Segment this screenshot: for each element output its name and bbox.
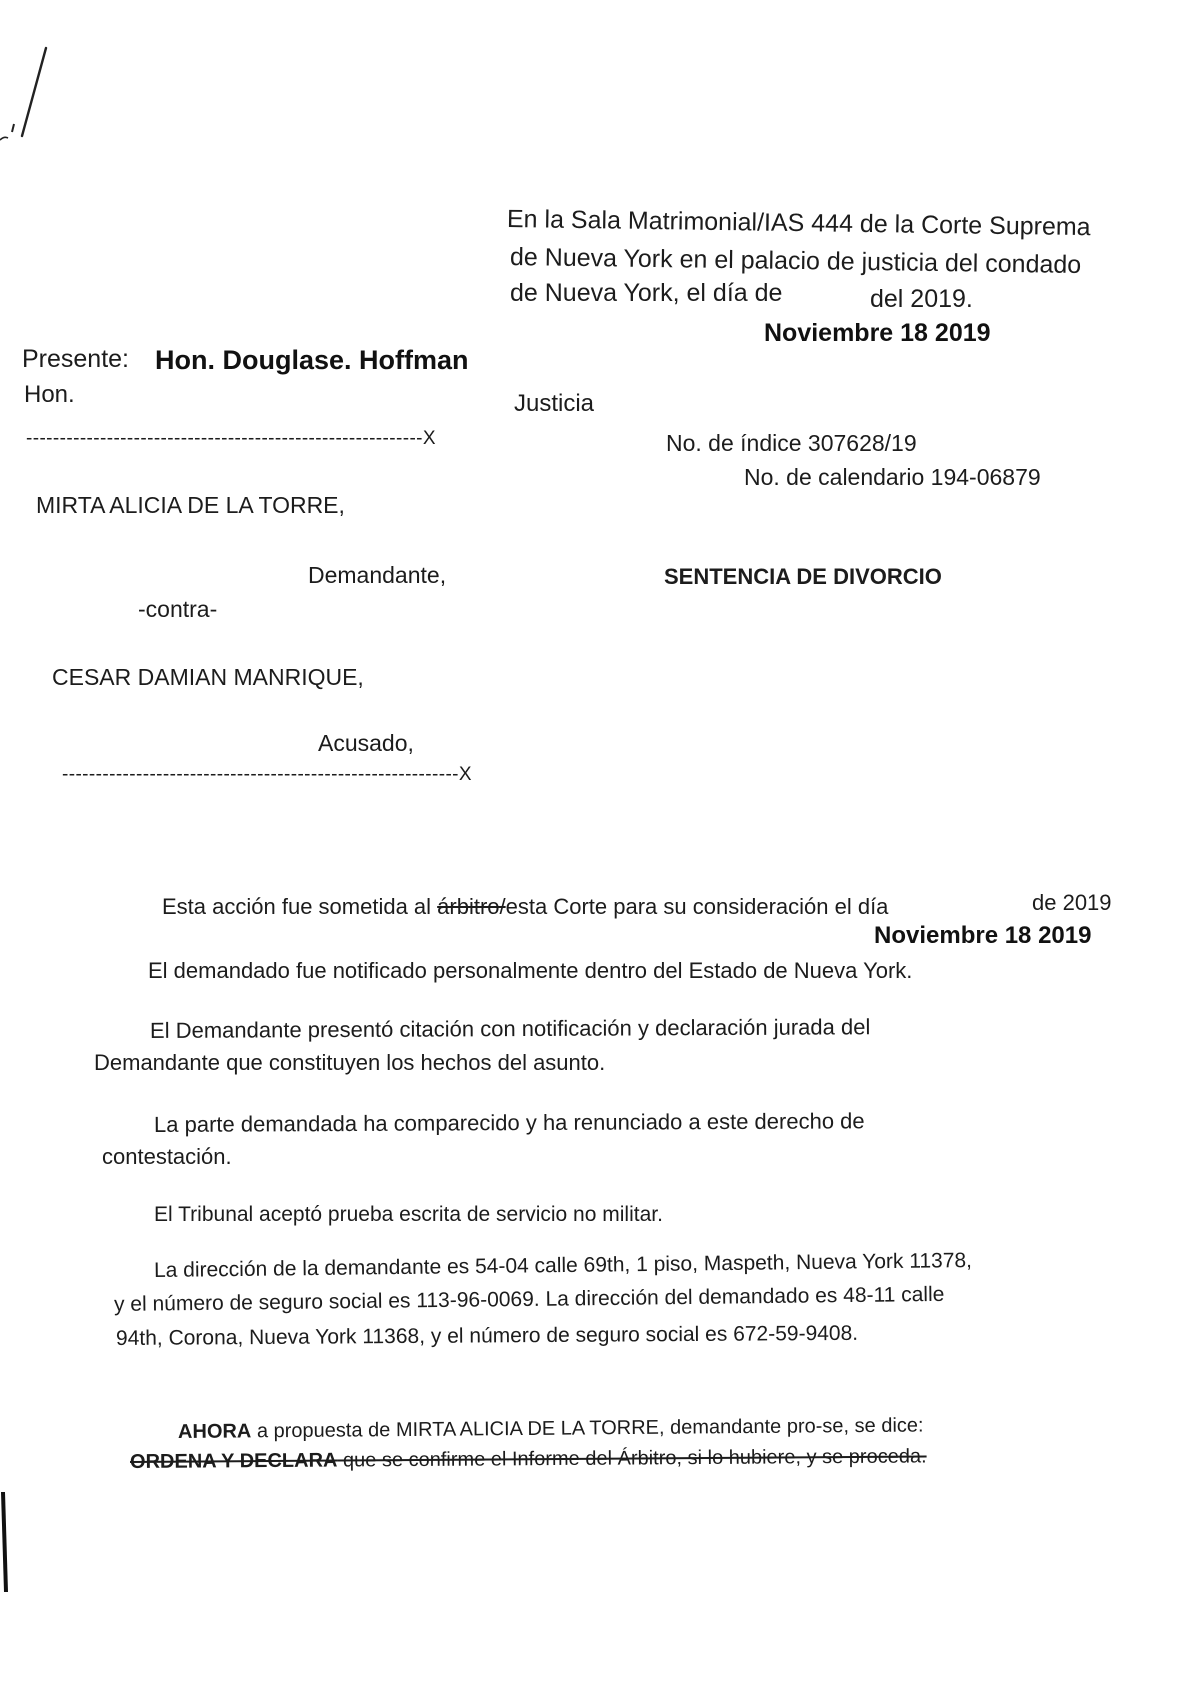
- plaintiff-role: Demandante,: [308, 562, 447, 588]
- body-paragraph-6-line-2: y el número de seguro social es 113-96-0069. La dirección del demandado es 48-11 calle: [113, 1282, 945, 1316]
- body-paragraph-5: El Tribunal aceptó prueba escrita de servicio no militar.: [154, 1203, 663, 1226]
- judge-name-stamp: Hon. Douglase. Hoffman: [155, 345, 469, 375]
- justicia-label: Justicia: [514, 390, 595, 417]
- body-paragraph-7: [178, 1413, 924, 1444]
- header-date-stamp: Noviembre 18 2019: [764, 319, 991, 347]
- plaintiff-name: MIRTA ALICIA DE LA TORRE,: [36, 492, 345, 518]
- pen-stroke-top-left: [0, 40, 60, 150]
- caption-divider-top: -----------------------------------------------------------X: [26, 428, 436, 449]
- body-paragraph-6-line-3: 94th, Corona, Nueva York 11368, y el número de seguro social es 672-59-9408.: [115, 1321, 859, 1350]
- p1-date-stamp: Noviembre 18 2019: [874, 922, 1092, 949]
- p1-year: de 2019: [1032, 890, 1112, 915]
- document-title: SENTENCIA DE DIVORCIO: [664, 564, 942, 589]
- p8-text: que se confirme el Informe del Árbitro, si lo hubiere, y se proceda.: [337, 1445, 927, 1472]
- pen-stroke-left-edge: [0, 1488, 12, 1598]
- defendant-role: Acusado,: [318, 730, 414, 756]
- defendant-name: CESAR DAMIAN MANRIQUE,: [52, 664, 364, 690]
- ahora-label: AHORA: [177, 1420, 252, 1443]
- hon-label: Hon.: [24, 381, 75, 408]
- p1-text-before: Esta acción fue sometida al: [162, 894, 438, 919]
- calendar-number: No. de calendario 194-06879: [744, 464, 1041, 490]
- court-header-line-1: En la Sala Matrimonial/IAS 444 de la Corte Suprema: [506, 205, 1091, 242]
- body-paragraph-6-line-1: La dirección de la demandante es 54-04 calle 69th, 1 piso, Maspeth, Nueva York 11378,: [153, 1249, 973, 1282]
- versus-label: -contra-: [138, 596, 218, 622]
- p7-text: a propuesta de MIRTA ALICIA DE LA TORRE, demandante pro-se, se dice:: [251, 1414, 924, 1443]
- p1-text-after: esta Corte para su consideración el día: [505, 894, 889, 919]
- body-paragraph-4-line-2: contestación.: [102, 1144, 232, 1169]
- body-paragraph-3-line-1: El Demandante presentó citación con notificación y declaración jurada del: [149, 1014, 871, 1043]
- ordena-label: ORDENA Y DECLARA: [129, 1449, 338, 1473]
- body-paragraph-3-line-2: Demandante que constituyen los hechos del asunto.: [94, 1050, 606, 1075]
- court-header-line-3b: del 2019.: [870, 285, 973, 313]
- body-paragraph-8: [130, 1444, 927, 1474]
- p1-struck-word: árbitro/: [437, 894, 506, 919]
- court-header-line-2: de Nueva York en el palacio de justicia del condado: [509, 243, 1082, 279]
- presente-label: Presente:: [22, 345, 130, 373]
- body-paragraph-4-line-1: La parte demandada ha comparecido y ha renunciado a este derecho de: [153, 1108, 865, 1137]
- body-paragraph-2: El demandado fue notificado personalmente dentro del Estado de Nueva York.: [148, 958, 913, 983]
- index-number: No. de índice 307628/19: [666, 430, 917, 456]
- body-paragraph-1: [162, 894, 888, 920]
- caption-divider-bottom: -----------------------------------------------------------X: [62, 764, 472, 785]
- court-header-line-3a: de Nueva York, el día de: [510, 279, 783, 307]
